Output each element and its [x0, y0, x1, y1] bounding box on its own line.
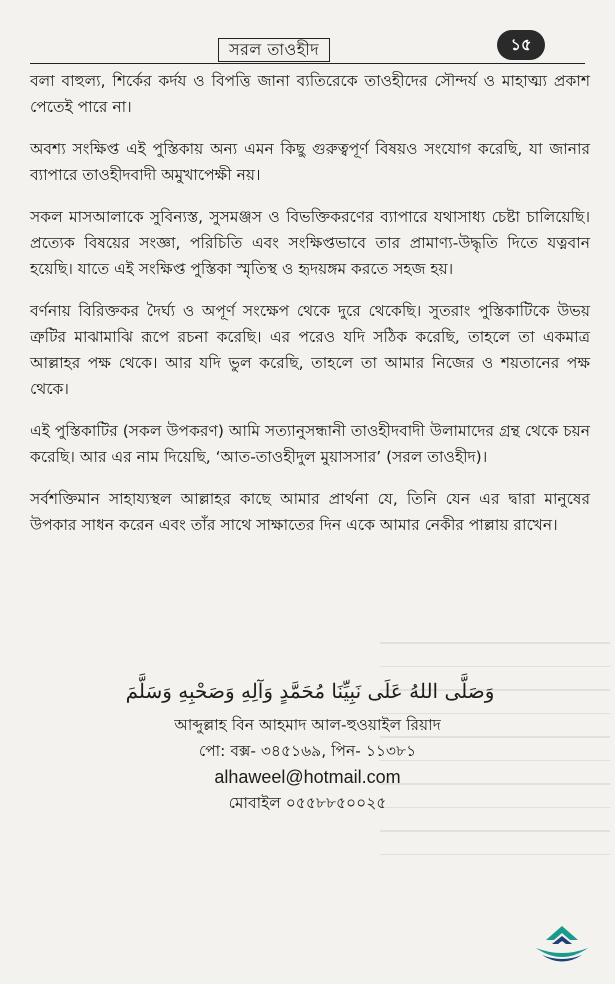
email-address: alhaweel@hotmail.com [214, 767, 401, 787]
publisher-logo-icon [532, 922, 592, 968]
page-number: ১৫ [497, 30, 545, 60]
header-rule [30, 63, 585, 64]
paragraph-4: বর্ণনায় বিরিক্তকর দৈর্ঘ্য ও অপূর্ণ সংক্ষেপ থেকে দুরে থেকেছি। সুতরাং পুস্তিকাটিকে উভয় ত্রুটির মাঝামাঝি রূপে রচনা করেছি। এর পরেও যদি সঠিক করেছি, তাহলে তা একমাত্র আল্লাহর পক্ষ থেকে। আর যদি ভুল করেছি, তাহলে তা আমার নিজের ও শয়তানের পক্ষ থেকে। [30, 302, 590, 398]
paragraph-6: সর্বশক্তিমান সাহায্যস্থল আল্লাহর কাছে আমার প্রার্থনা যে, তিনি যেন এর দ্বারা মানুষের উপকার সাধন করেন এবং তাঁর সাথে সাক্ষাতের দিন একে আমার নেকীর পাল্লায় রাখেন। [30, 490, 590, 534]
paragraph-2: অবশ্য সংক্ষিপ্ত এই পুস্তিকায় অন্য এমন কিছু গুরুত্বপূর্ণ বিষয়ও সংযোগ করেছি, যা জানার ব্যাপারে তাওহীদবাদী অমুখাপেক্ষী নয়। [30, 140, 590, 184]
page-body [30, 68, 590, 554]
signature-block [0, 712, 615, 816]
paragraph-1: বলা বাহুল্য, শির্কের কর্দয ও বিপত্তি জানা ব্যতিরেকে তাওহীদের সৌন্দর্য ও মাহাত্ম্য প্রকাশ পেতেই পারে না। [30, 72, 590, 116]
arabic-salutation: وَصَلَّى اللهُ عَلَى نَبِيِّنَا مُحَمَّدٍ وَآلِهِ وَصَحْبِهِ وَسَلَّمَ [125, 679, 495, 703]
mobile-number: মোবাইল ০৫৫৮৮৫০০২৫ [228, 794, 387, 812]
book-title: সরল তাওহীদ [218, 38, 330, 62]
paragraph-3: সকল মাসআলাকে সুবিন্যস্ত, সুসমঞ্জস ও বিভক্তিকরণের ব্যাপারে যথাসাধ্য চেষ্টা চালিয়েছি। প্রত্যেক বিষয়ের সংজ্ঞা, পরিচিতি এবং সংক্ষিপ্তভাবে তার প্রামাণ্য-উদ্ধৃতি দিতে যত্নবান হয়েছি। যাতে এই সংক্ষিপ্ত পুস্তিকা স্মৃতিস্থ ও হৃদয়ঙ্গম করতে সহজ হয়। [30, 208, 590, 278]
paragraph-5: এই পুস্তিকাটির (সকল উপকরণ) আমি সত্যানুসন্ধানী তাওহীদবাদী উলামাদের গ্রন্থ থেকে চয়ন করেছি। আর এর নাম দিয়েছি, ‘আত-তাওহীদুল মুয়াসসার’ (সরল তাওহীদ)। [30, 422, 590, 466]
page-header [0, 30, 615, 70]
postal-address: পো: বক্স- ৩৪৫১৬৯, পিন- ১১৩৮১ [198, 742, 417, 760]
author-name: আব্দুল্লাহ বিন আহমাদ আল-হুওয়াইল রিয়াদ [174, 716, 441, 734]
